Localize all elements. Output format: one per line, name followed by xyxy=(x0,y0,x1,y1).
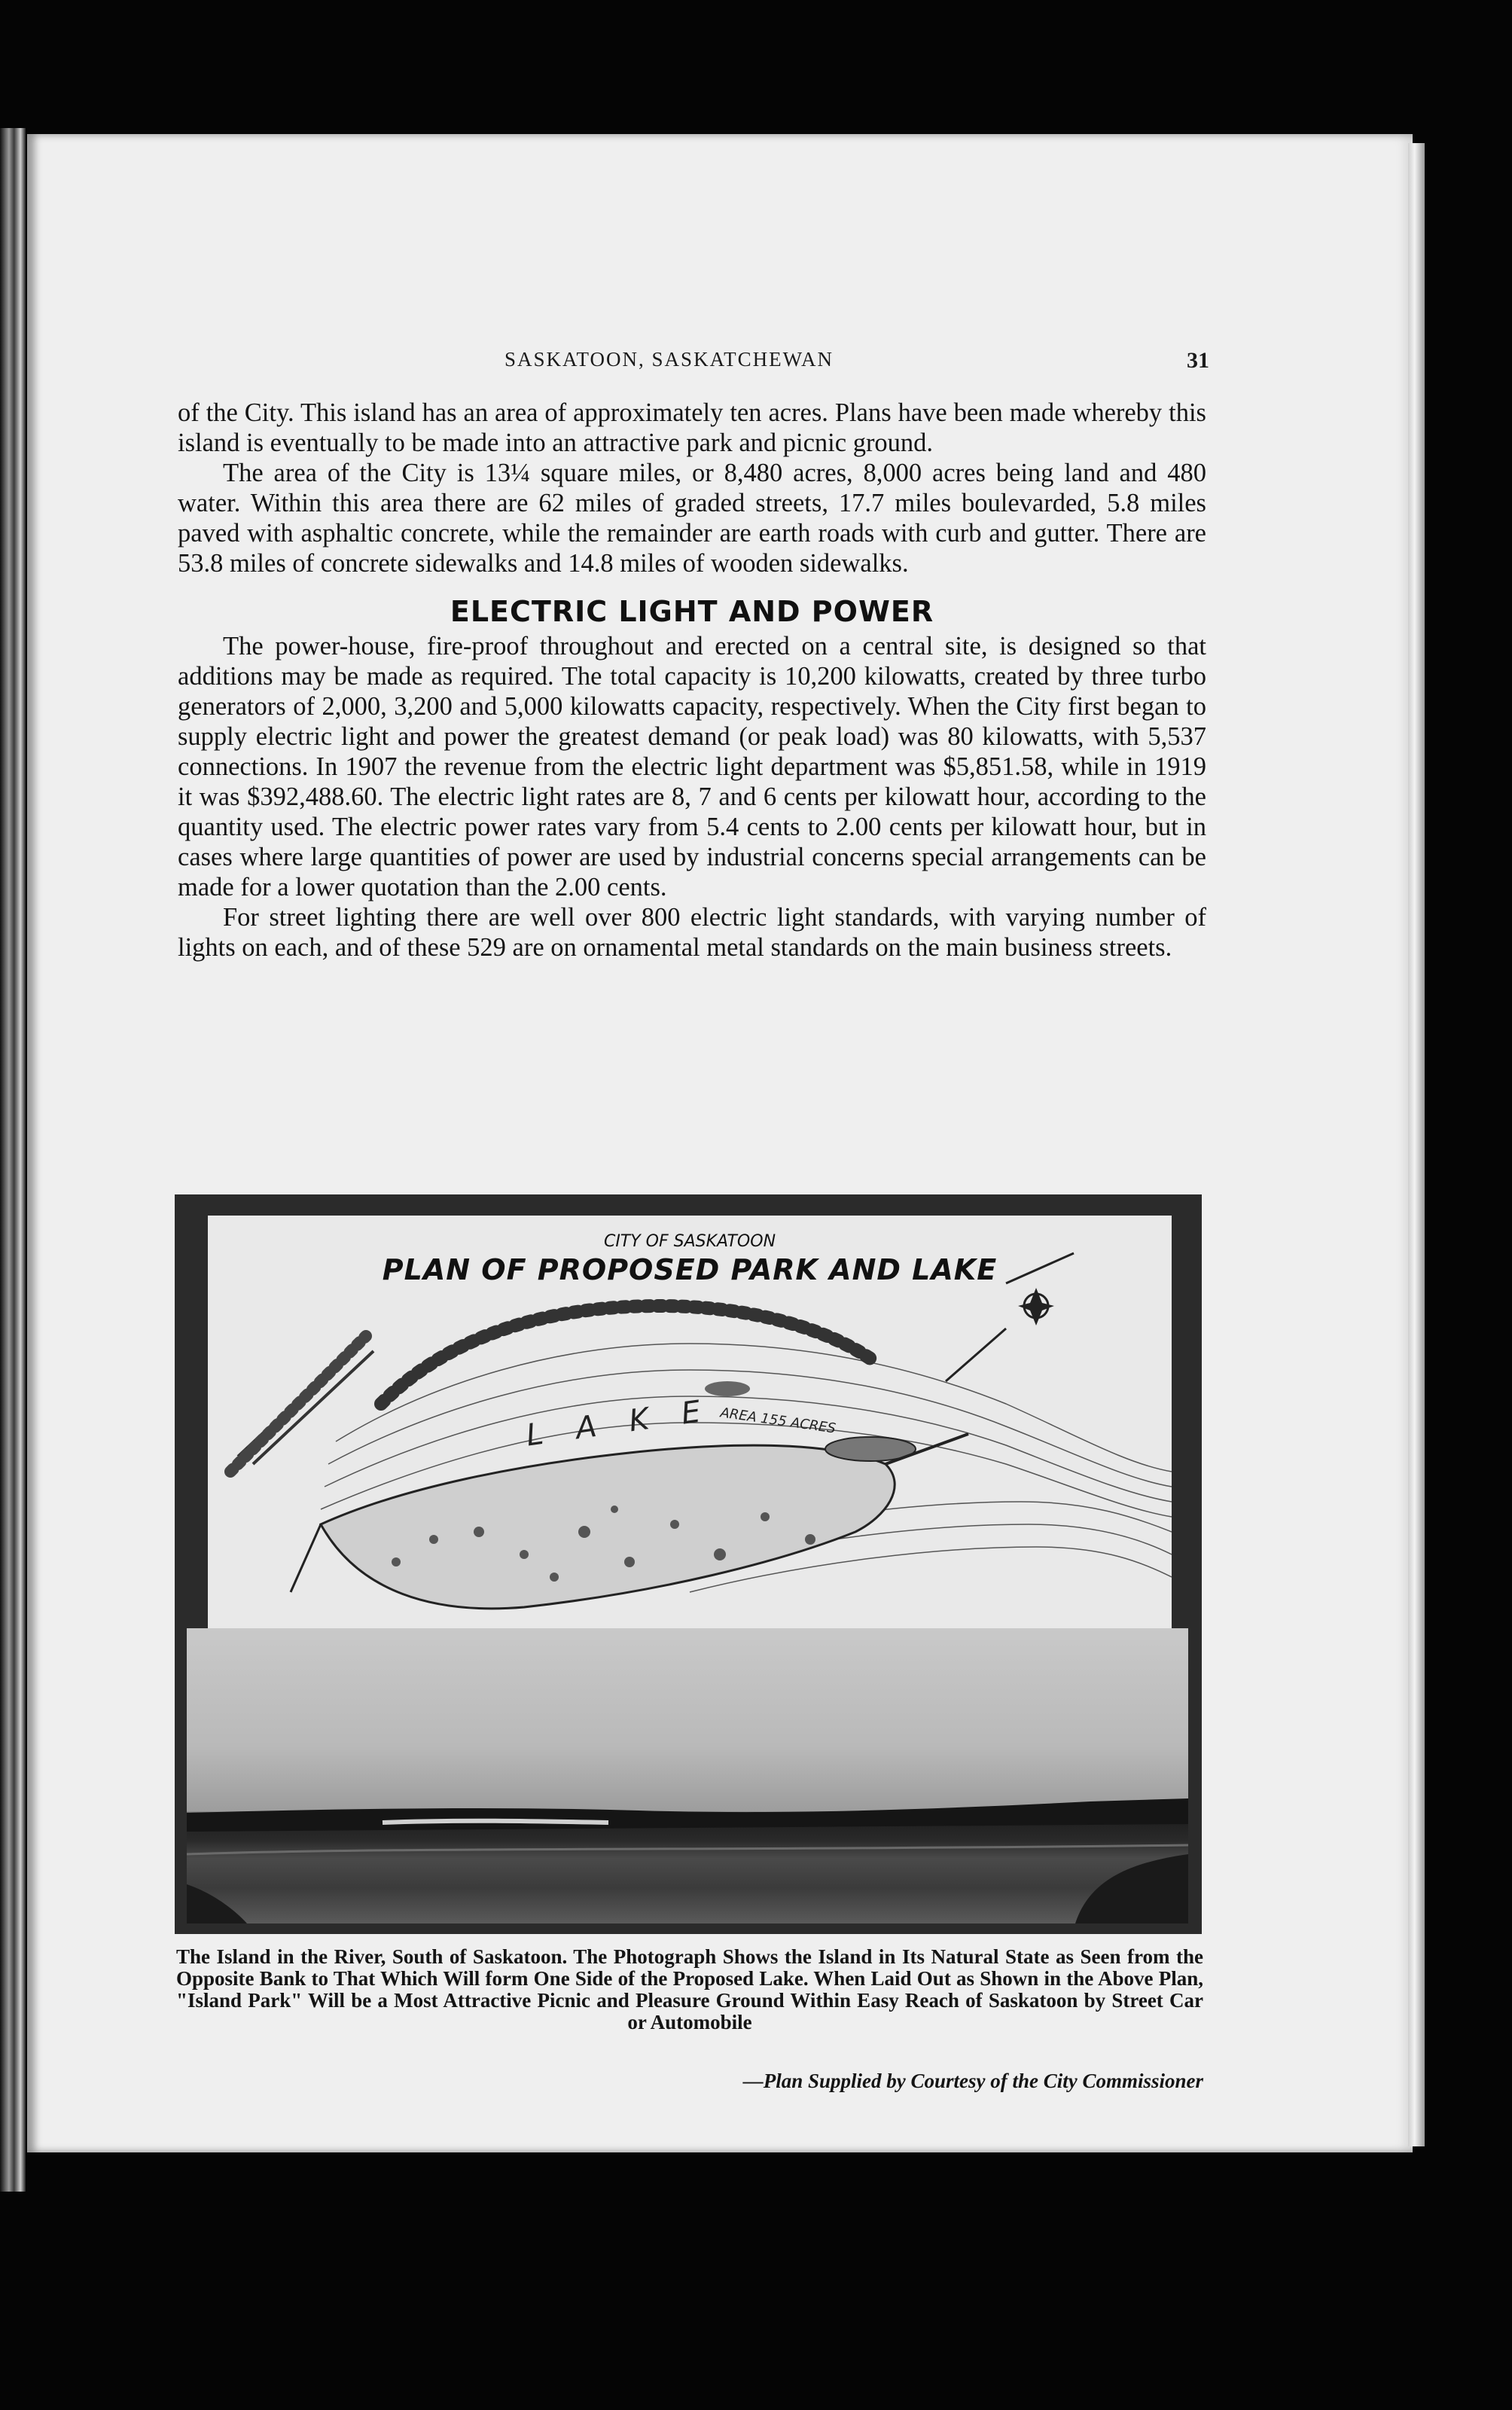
paragraph: For street lighting there are well over 800 electric light standards, with varying number of lights on each, and of these 529 are on ornamental metal standards on the main business streets. xyxy=(178,903,1206,962)
area-label: AREA 155 ACRES xyxy=(719,1405,837,1437)
island-photograph xyxy=(187,1628,1188,1923)
paragraph: of the City. This island has an area of approximately ten acres. Plans have been made whereby this island is eventually to be made into an attractive park and picnic ground. xyxy=(178,398,1206,457)
lake-label: LAKE xyxy=(524,1390,736,1454)
plan-title-small: CITY OF SASKATOON xyxy=(603,1232,776,1251)
page-edge xyxy=(1408,143,1425,2146)
photo-illustration xyxy=(187,1628,1188,1923)
figure-plan-and-photo xyxy=(175,1194,1202,1934)
paragraph: The area of the City is 13¼ square miles, or 8,480 acres, 8,000 acres being land and 480 water. Within this area there are 62 miles of graded streets, 17.7 miles boulevarded, 5.8 miles paved with asphaltic concrete, while the remainder are earth roads with curb and gutter. There are 53.8 miles of concrete sidewalks and 14.8 miles of wooden sidewalks. xyxy=(178,459,1206,578)
section-heading: ELECTRIC LIGHT AND POWER xyxy=(450,595,934,628)
book-binding-edge xyxy=(0,128,26,2192)
figure-caption: The Island in the River, South of Saskatoon. The Photograph Shows the Island in Its Natural State as Seen from the Opposite Bank to That Which Will form One Side of the Proposed Lake. When Laid Out as Shown in the Above Plan, "Island Park" Will be a Most Attractive Picnic and Pleasure Ground Within Easy Reach of Saskatoon by Street Car or Automobile xyxy=(176,1945,1203,2033)
running-head: SASKATOON, SASKATCHEWAN xyxy=(505,348,834,371)
body-text xyxy=(178,398,1206,962)
paragraph: The power-house, fire-proof throughout and erected on a central site, is designed so that additions may be made as required. The total capacity is 10,200 kilowatts, created by three turbo generators of 2,000, 3,200 and 5,000 kilowatts capacity, respectively. When the City first began to supply electric light and power the greatest demand (or peak load) was 80 kilowatts, with 5,537 connections. In 1907 the revenue from the electric light department was $5,851.58, while in 1919 it was $392,488.60. The electric light rates are 8, 7 and 6 cents per kilowatt hour, according to the quantity used. The electric power rates vary from 5.4 cents to 2.00 cents per kilowatt hour, but in cases where large quantities of power are used by industrial concerns special arrangements can be made for a lower quotation than the 2.00 cents. xyxy=(178,632,1206,901)
park-plan-drawing xyxy=(208,1216,1172,1637)
figure-credit: —Plan Supplied by Courtesy of the City Commissioner xyxy=(742,2070,1203,2092)
page-number: 31 xyxy=(1187,348,1209,373)
plan-title: PLAN OF PROPOSED PARK AND LAKE xyxy=(382,1253,998,1286)
